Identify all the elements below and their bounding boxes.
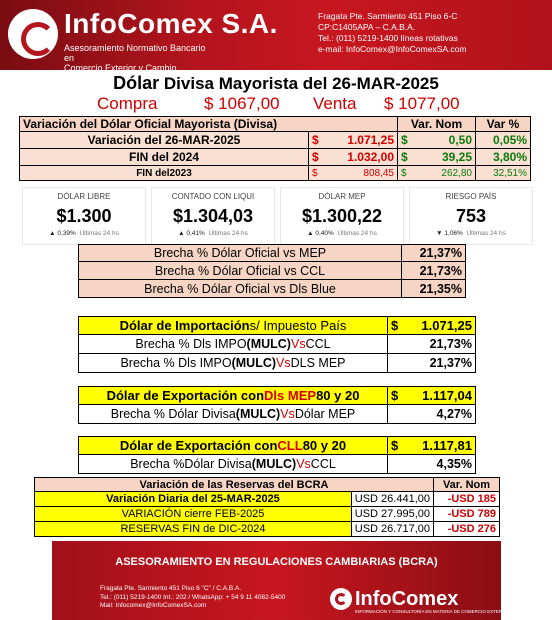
footer-tagline: INFORMACIÓN Y CONSULTORÍA EN MATERIA DE COMERCIO EXTERIOR xyxy=(355,609,511,614)
reservas-row: RESERVAS FIN de DIC-2024 USD 26.717,00 -USD 276 xyxy=(34,522,500,537)
compra-value: $ 1067,00 xyxy=(204,94,280,113)
variation-row: Variación del 26-MAR-2025 $ 1.071,25 $ 0,50 0,05% xyxy=(19,132,531,149)
footer-address: Fragata Pte. Sarmiento 451 Piso 6 "C" / C.A.B.A. Tel.: (011) 5219-1400 Int.: 202 / WhatsApp: + 54 9 11 4082-5400 Mail: Infocomex@InfoComexSA.com xyxy=(100,585,286,609)
infocomex-logo-icon xyxy=(8,9,58,59)
variation-row: FIN del2023 $ 808,45 $ 262,80 32,51% xyxy=(19,166,531,181)
header-contact xyxy=(318,11,466,55)
compra-label: Compra xyxy=(97,94,158,113)
rate-card-dolar-libre: DÓLAR LIBRE $1.300 ▲ 0,39% Últimas 24 hs xyxy=(22,187,146,245)
variation-header: Variación del Dólar Oficial Mayorista (Divisa) Var. Nom Var % xyxy=(19,116,531,132)
reservas-row: Variación Diaria del 25-MAR-2025 USD 26.441,00 -USD 185 xyxy=(34,492,500,507)
header-address: Fragata Pte. Sarmiento 451 Piso 6-C xyxy=(318,11,458,21)
company-subtitle: Asesoramiento Normativo Bancario en Comercio Exterior y Cambio xyxy=(64,43,206,73)
export-ccl-header: Dólar de Exportación con CLL 80 y 20 $ 1.117,81 xyxy=(78,436,476,455)
brecha-row: Brecha % Dólar Oficial vs Dls Blue 21,35% xyxy=(78,280,466,298)
importacion-row: Brecha % Dls IMPO (MULC) Vs CCL 21,73% xyxy=(78,335,476,354)
importacion-row: Brecha % Dls IMPO (MULC) Vs DLS MEP 21,37% xyxy=(78,354,476,373)
brecha-row: Brecha % Dólar Oficial vs MEP 21,37% xyxy=(78,244,466,262)
reservas-header: Variación de las Reservas del BCRA Var. Nom xyxy=(34,477,500,492)
footer-title: ASESORAMIENTO EN REGULACIONES CAMBIARIAS (BCRA) xyxy=(115,556,438,568)
venta-label: Venta xyxy=(313,94,357,113)
footer-logo-icon xyxy=(330,588,352,610)
rate-card-ccl: CONTADO CON LIQUI $1.304,03 ▲ 0,41% Últimas 24 hs xyxy=(151,187,275,245)
venta-value: $ 1077,00 xyxy=(384,94,460,113)
reservas-row: VARIACIÓN cierre FEB-2025 USD 27.995,00 -USD 789 xyxy=(34,507,500,522)
header-email[interactable]: e-mail: InfoComex@InfoComexSA.com xyxy=(318,44,467,54)
header-phone: Tel.: (011) 5219-1400 líneas rotativas xyxy=(318,33,458,43)
header-city: CP:C1405APA – C.A.B.A. xyxy=(318,22,416,32)
variation-row: FIN del 2024 $ 1.032,00 $ 39,25 3,80% xyxy=(19,149,531,166)
export-mep-header: Dólar de Exportación con Dls MEP 80 y 20 $ 1.117,04 xyxy=(78,386,476,405)
rate-card-mep: DÓLAR MEP $1.300,22 ▲ 0,40% Últimas 24 hs xyxy=(280,187,404,245)
importacion-header: Dólar de Importación s/ Impuesto País $ 1.071,25 xyxy=(78,316,476,335)
export-ccl-row: Brecha %Dólar Divisa (MULC) Vs CCL 4,35% xyxy=(78,455,476,474)
company-name: InfoComex S.A. xyxy=(64,8,278,39)
page-title: Dólar Divisa Mayorista del 26-MAR-2025 xyxy=(113,73,439,93)
brecha-row: Brecha % Dólar Oficial vs CCL 21,73% xyxy=(78,262,466,280)
footer-brand: InfoComex xyxy=(355,588,459,610)
export-mep-row: Brecha % Dólar Divisa (MULC) Vs Dólar MEP 4,27% xyxy=(78,405,476,424)
rate-card-riesgo-pais: RIESGO PAÍS 753 ▼ 1,06% Últimas 24 hs xyxy=(409,187,533,245)
